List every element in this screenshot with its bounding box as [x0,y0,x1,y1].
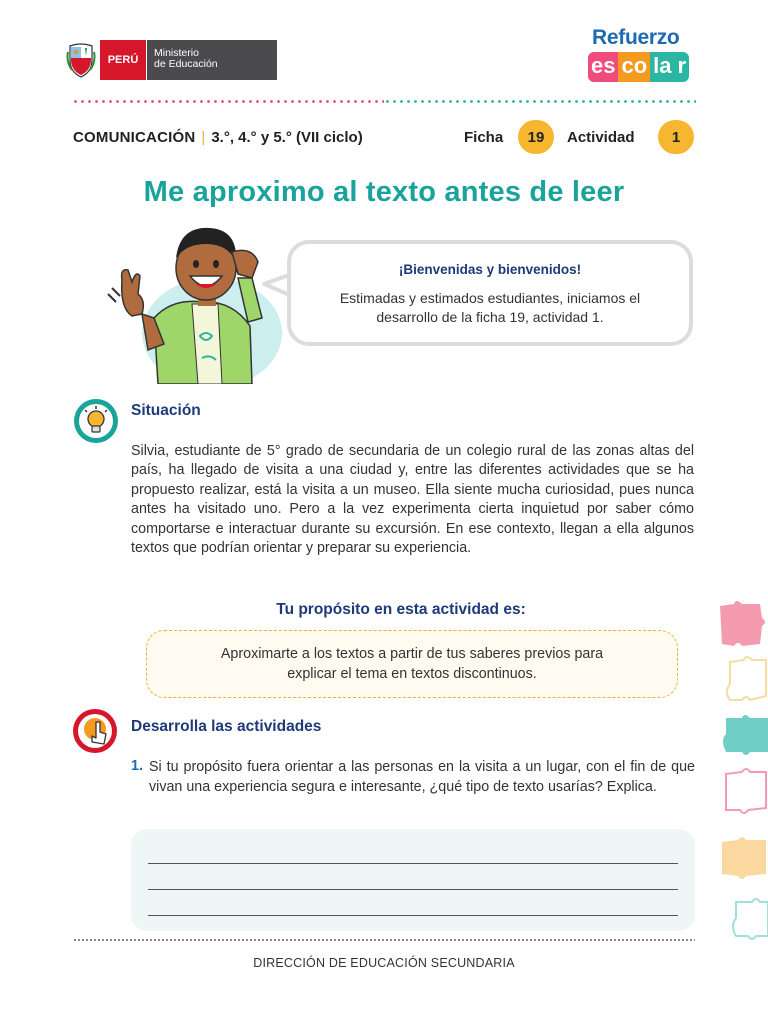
brand-letters-la: la [650,52,674,82]
brand-letters-co: co [618,52,650,82]
activities-heading: Desarrolla las actividades [131,718,322,735]
situation-heading: Situación [131,402,201,419]
answer-line[interactable] [148,889,678,890]
footer-label: DIRECCIÓN DE EDUCACIÓN SECUNDARIA [253,956,515,970]
country-label: PERÚ [100,40,146,80]
activity-label: Actividad [567,128,635,146]
puzzle-piece-icon [716,656,768,704]
brand-letters-es: es [588,52,618,82]
minedu-logo [64,40,277,80]
welcome-heading: ¡Bienvenidas y bienvenidos! [398,262,582,277]
activity-number-badge: 1 [658,120,694,154]
peru-shield-icon [64,40,98,80]
purpose-text-line2: explicar el tema en textos discontinuos. [287,666,537,682]
puzzle-piece-icon [716,600,768,648]
footer-divider [73,939,695,941]
answer-line[interactable] [148,863,678,864]
brand-letters-r: r [675,52,690,82]
purpose-heading: Tu propósito en esta actividad es: [276,601,526,618]
answer-line[interactable] [148,915,678,916]
puzzle-piece-icon [716,834,768,882]
puzzle-piece-icon [716,712,768,760]
ficha-label: Ficha [464,128,504,146]
brand-bottom-text [588,52,689,82]
welcome-speech-bubble [287,240,693,346]
ficha-number-badge: 19 [518,120,554,154]
subject-separator: | [201,128,206,146]
student-illustration [102,218,282,384]
puzzle-piece-icon [716,768,768,816]
lightbulb-icon [73,398,119,444]
page-title: Me aproximo al texto antes de leer [143,176,625,208]
refuerzo-escolar-logo [588,26,698,86]
hand-pointer-icon [72,708,118,754]
purpose-text [157,644,667,684]
ministry-label-line2: de Educación [154,58,218,70]
purpose-text-line1: Aproximarte a los textos a partir de tus saberes previos para [220,646,604,662]
ministry-label-line1: Ministerio [154,47,199,59]
ministry-label [147,40,277,80]
welcome-text: Estimadas y estimados estudiantes, iniciamos el desarrollo de la ficha 19, actividad 1. [339,290,641,325]
puzzle-piece-icon [716,896,768,944]
answer-area[interactable] [131,829,695,931]
question-text: Si tu propósito fuera orientar a las personas en la visita a un lugar, con el fin de que vivan una experiencia segura e interesante, ¿qué tipo de texto usarías? Explica. [149,759,695,795]
situation-text: Silvia, estudiante de 5° grado de secundaria de un colegio rural de las zonas altas del país, ha llegado de visita a una ciudad y, entre las diferentes actividades que se ha propuesto realizar, está la visita a un museo. Ella siente mucha curiosidad, pues nunca antes ha visitado uno. Pero a la vez experimenta cierta inquietud por saber cómo comportarse e interactuar durante su excursión. En ese contexto, llegan a ella algunos textos que podrían orientar y preparar su experiencia. [131,443,694,557]
subject-bar [73,118,697,156]
purpose-box [146,630,678,698]
grades-label: 3.°, 4.° y 5.° (VII ciclo) [211,128,363,146]
question-number: 1. [131,758,143,774]
header-divider-teal [384,100,696,103]
subject-label: COMUNICACIÓN [73,128,196,146]
brand-top-text: Refuerzo [592,26,680,49]
